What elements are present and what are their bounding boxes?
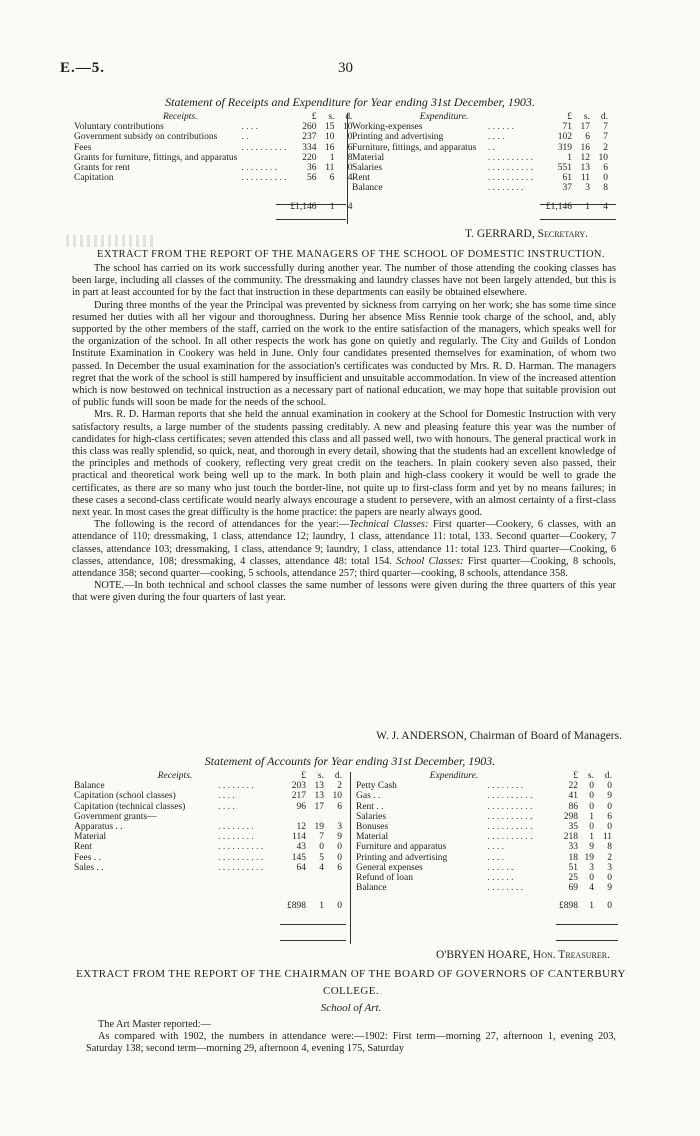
- statement-1-expenditure-total-rule: [540, 204, 616, 205]
- pence-value: 0: [347, 163, 353, 174]
- attendance-intro: The following is the record of attendances for the year:—: [94, 519, 350, 531]
- table-row: [74, 832, 342, 842]
- leader-dots: [237, 153, 286, 163]
- pounds-value: 218: [563, 832, 578, 843]
- shillings-value: 16: [324, 142, 335, 153]
- leader-dots: . . . .: [487, 852, 505, 863]
- leader-dots: . . . . . .: [487, 873, 514, 884]
- table-row: [356, 873, 612, 883]
- account-label: Capitation: [74, 173, 114, 184]
- pounds-value: 22: [568, 781, 578, 792]
- technical-classes-label: Technical Classes:: [349, 519, 429, 531]
- pence-value: 6: [337, 862, 342, 873]
- pence-value: 8: [607, 842, 612, 853]
- shillings-value: 3: [589, 862, 594, 873]
- leader-dots: . . . .: [241, 122, 258, 133]
- shillings-value: 1: [589, 811, 594, 822]
- currency-unit-heading: d.: [600, 112, 608, 122]
- pence-value: 3: [607, 862, 612, 873]
- leader-dots: [214, 812, 276, 822]
- pounds-value: 86: [568, 801, 578, 812]
- statement-2-receipts-total-underline: [280, 940, 346, 941]
- leader-dots: . . . .: [487, 842, 505, 853]
- pence-value: 6: [607, 811, 612, 822]
- shillings-value: 1: [589, 832, 594, 843]
- shillings-value: 3: [585, 183, 590, 194]
- total-shillings: 1: [319, 901, 324, 912]
- table-row: [356, 802, 612, 812]
- shillings-value: 17: [314, 801, 324, 812]
- leader-dots: . . . . . . . . . .: [218, 862, 264, 873]
- statement-1-expenditure-table: [352, 112, 608, 212]
- pounds-value: 37: [562, 183, 572, 194]
- table-row: [356, 781, 612, 791]
- leader-dots: . . . . . . . . . .: [487, 801, 533, 812]
- shillings-value: 0: [319, 842, 324, 853]
- table-row: [352, 173, 608, 183]
- table-row: [356, 863, 612, 873]
- table-header-row: [74, 771, 342, 781]
- pence-value: 0: [607, 822, 612, 833]
- spacer-row: [356, 893, 612, 901]
- leader-dots: . . . . . . . . . .: [218, 852, 264, 863]
- spacer-row: [74, 873, 342, 883]
- pounds-value: 334: [302, 142, 317, 153]
- leader-dots: . . . . . . . . . .: [487, 811, 533, 822]
- pence-value: 0: [337, 842, 342, 853]
- pence-value: 11: [602, 832, 612, 843]
- statement-2-expenditure-total-underline: [556, 940, 618, 941]
- currency-unit-heading: d.: [345, 112, 353, 122]
- leader-dots: . . . . . . . . . .: [487, 152, 533, 163]
- table-row: [74, 791, 342, 801]
- pounds-value: 203: [291, 781, 306, 792]
- table-row: [356, 883, 612, 893]
- table-row: [74, 842, 342, 852]
- spacer-cell: [74, 883, 342, 893]
- extract-2-heading-line-2: COLLEGE.: [322, 985, 380, 997]
- table-row: [74, 802, 342, 812]
- shillings-value: [306, 812, 324, 822]
- account-label: Fees: [74, 142, 92, 153]
- table-row: [74, 153, 352, 163]
- pence-value: 2: [607, 852, 612, 863]
- total-row: [356, 901, 612, 911]
- account-label: Petty Cash: [356, 781, 397, 792]
- table-header-row: [74, 112, 352, 122]
- leader-dots: . . . . . . . . . .: [487, 163, 533, 174]
- table-row: [74, 163, 352, 173]
- account-label: Capitation (technical classes): [74, 801, 186, 812]
- statement-2-expenditure-table: [356, 771, 612, 912]
- shillings-value: 1: [329, 152, 335, 163]
- shillings-value: 19: [314, 822, 324, 833]
- pounds-value: 319: [557, 142, 572, 153]
- total-label-cell: [74, 202, 286, 212]
- table-row: [74, 863, 342, 873]
- table-row: [352, 143, 608, 153]
- extract-1-signature: W. J. ANDERSON, Chairman of Board of Managers.: [376, 730, 622, 742]
- pence-value: 9: [337, 832, 342, 843]
- extract-1-paragraph-3: Mrs. R. D. Harman reports that she held the annual examination in cookery at the School for Domestic Instruction with very satisfactory results, a large number of the students passing creditably. A new and pleasing feature this year was the number of candidates for high-class certificates; seven attended this class and all passed well, two with honours. The general practical work in this class was really splendid, so quick, neat, and thorough in every detail, showing that the students had an excellent knowledge of the principles and methods of cookery, reflecting very great credit on the teachers. In plain cookery seven also passed, their practical and theoretical work being well up to the mark. In both plain and high-class cookery it would be well to grade the certificates, as there are so many who just touch the border-line, not quite up to first-class form and yet by no means failures; in these cases a second-class certificate would nearly always encourage a student to persevere, with an almost certainty of a first-class next year. In most cases the great difficulty is the home practice: the papers are nearly always good.: [72, 409, 616, 519]
- pence-value: 0: [603, 173, 608, 184]
- leader-dots: . . . . . . . . . .: [487, 832, 533, 843]
- statement-1-divider: [347, 113, 348, 224]
- extract-2-paragraph-2: As compared with 1902, the numbers in attendance were:—1902: First term—morning 27, afternoon 1, evening 203, Saturday 138; second term—morning 29, afternoon 4, evening 175, Saturday: [86, 1031, 616, 1055]
- total-pence: 4: [347, 201, 353, 212]
- leader-dots: . . . .: [218, 801, 235, 812]
- account-label: Rent: [74, 842, 92, 853]
- spacer-row: [352, 194, 608, 202]
- page-number: 30: [338, 60, 353, 76]
- spacer-cell: [352, 194, 608, 202]
- pence-value: 9: [607, 883, 612, 894]
- shillings-value: 4: [589, 883, 594, 894]
- shillings-value: 0: [589, 801, 594, 812]
- statement-1-receipts-table: [74, 112, 352, 212]
- leader-dots: . . . . . . . .: [218, 832, 254, 843]
- currency-unit-heading: s.: [317, 771, 324, 781]
- table-row: [352, 183, 608, 193]
- account-label: Salaries: [356, 811, 387, 822]
- currency-unit-heading: £: [301, 771, 306, 781]
- account-label: Balance: [352, 183, 383, 194]
- pence-value: 0: [347, 132, 353, 143]
- shillings-value: 6: [329, 173, 335, 184]
- currency-unit-heading: d.: [334, 771, 342, 781]
- currency-unit-heading: d.: [604, 771, 612, 781]
- pounds-value: 43: [296, 842, 306, 853]
- statement-1-title: Statement of Receipts and Expenditure for Year ending 31st December, 1903.: [165, 95, 535, 109]
- total-shillings: 1: [585, 201, 590, 212]
- shillings-value: 10: [324, 132, 335, 143]
- currency-unit-heading: s.: [587, 771, 594, 781]
- shillings-value: 0: [589, 822, 594, 833]
- total-pence: 4: [603, 201, 608, 212]
- shillings-value: 13: [314, 791, 324, 802]
- pence-value: 0: [337, 852, 342, 863]
- table-row: [74, 853, 342, 863]
- total-pounds: £1,146: [545, 201, 572, 212]
- account-label: Working-expenses: [352, 122, 423, 133]
- extract-2-body: [86, 1019, 616, 1056]
- statement-1-receipts-total-underline: [276, 219, 346, 220]
- account-label: Grants for rent: [74, 163, 130, 174]
- leader-dots: . . . . . . . . . .: [487, 822, 533, 833]
- pounds-value: 237: [302, 132, 317, 143]
- school-classes-text: First quarter—Cooking, 8 schools, attendance 358; second quarter—cooking, 5 schools, attendance 257; third quarter—cooking, 8 schools, attendance 358.: [72, 555, 616, 580]
- shillings-value: 13: [580, 163, 590, 174]
- pence-value: 2: [337, 781, 342, 792]
- spacer-cell: [74, 893, 342, 901]
- shillings-value: 6: [585, 132, 590, 143]
- table-row: [74, 173, 352, 183]
- account-label: Material: [356, 832, 389, 843]
- leader-dots: . . . . . .: [487, 862, 514, 873]
- shillings-value: 11: [325, 163, 335, 174]
- pence-value: 7: [603, 122, 608, 133]
- pounds-value: 220: [302, 152, 317, 163]
- shillings-value: 0: [589, 781, 594, 792]
- shillings-value: 4: [319, 862, 324, 873]
- currency-unit-heading: £: [573, 771, 578, 781]
- statement-2-receipts-table: [74, 771, 342, 912]
- spacer-row: [74, 183, 352, 193]
- shillings-value: 15: [324, 122, 335, 133]
- column-heading: Expenditure.: [419, 112, 469, 122]
- pence-value: 6: [337, 801, 342, 812]
- table-row: [74, 122, 352, 132]
- pounds-value: 33: [568, 842, 578, 853]
- shillings-value: 0: [589, 873, 594, 884]
- table-row: [74, 812, 342, 822]
- statement-1-receipts-total-rule: [276, 204, 346, 205]
- leader-dots: . .: [241, 132, 249, 143]
- statement-2-signature: O'BRYEN HOARE, Hon. Treasurer.: [435, 949, 610, 961]
- pounds-value: 551: [557, 163, 572, 174]
- statement-2-title: Statement of Accounts for Year ending 31st December, 1903.: [204, 754, 496, 768]
- total-label-cell: [352, 202, 536, 212]
- account-label: Rent: [352, 173, 370, 184]
- account-label: Grants for furniture, fittings, and apparatus: [74, 152, 238, 163]
- pounds-value: 41: [568, 791, 578, 802]
- table-row: [74, 132, 352, 142]
- spacer-row: [74, 893, 342, 901]
- extract-1-paragraph-1: The school has carried on its work successfully during another year. The number of those attending the cooking classes has been large, including all classes of the community. The dressmaking and laundry classes have not been largely attended, but this is in part at least accounted for by the fact that instruction in these departments can easily be obtained elsewhere.: [72, 263, 616, 299]
- pounds-value: 12: [296, 822, 306, 833]
- table-row: [74, 822, 342, 832]
- total-shillings: 1: [589, 901, 594, 912]
- leader-dots: . . . . . .: [487, 122, 514, 133]
- table-row: [356, 822, 612, 832]
- table-row: [356, 812, 612, 822]
- shillings-value: 19: [584, 852, 594, 863]
- table-row: [74, 143, 352, 153]
- account-label: Capitation (school classes): [74, 791, 176, 802]
- shillings-value: 9: [589, 842, 594, 853]
- account-label: Sales . .: [74, 862, 104, 873]
- extract-2-heading: EXTRACT FROM THE REPORT OF THE CHAIRMAN OF THE BOARD OF GOVERNORS OF CANTERBURY: [76, 968, 626, 980]
- account-label: Fees . .: [74, 852, 101, 863]
- pounds-value: 69: [568, 883, 578, 894]
- technical-classes-text: First quarter—Cookery, 6 classes, with an attendance of 110; dressmaking, 1 class, attendance 12; laundry, 1 class, attendance 11: total, 133. Second quarter—Cookery, 7 classes, attendance 103; dressmaking, 1 class, attendance 9; laundry, 1 class, attendance 11: total 123. Third quarter—Cooking, 6 classes, attendance, 108; dressmaking, 4 classes, attendance 48: total 154.: [72, 519, 616, 567]
- table-row: [352, 163, 608, 173]
- school-classes-label: School Classes:: [396, 555, 464, 567]
- report-code: E.—5.: [60, 60, 106, 76]
- pounds-value: 56: [306, 173, 317, 184]
- leader-dots: . . . . . . . .: [241, 163, 277, 174]
- total-label-cell: [74, 901, 276, 911]
- statement-2-expenditure-total-rule: [556, 924, 618, 925]
- pounds-value: 35: [568, 822, 578, 833]
- pounds-value: 61: [562, 173, 572, 184]
- currency-unit-heading: s.: [583, 112, 590, 122]
- ink-smudge: [66, 235, 156, 247]
- statement-1-signature: T. GERRARD, Secretary.: [464, 228, 588, 240]
- pounds-value: 51: [568, 862, 578, 873]
- account-label: General expenses: [356, 862, 423, 873]
- pounds-value: 298: [563, 811, 578, 822]
- pence-value: 8: [603, 183, 608, 194]
- pence-value: 3: [337, 822, 342, 833]
- pounds-value: 64: [296, 862, 306, 873]
- account-label: Rent . .: [356, 801, 384, 812]
- total-pounds: £898: [559, 901, 578, 912]
- pounds-value: 18: [568, 852, 578, 863]
- account-label: Refund of loan: [356, 873, 413, 884]
- shillings-value: 16: [580, 142, 590, 153]
- total-label-cell: [356, 901, 552, 911]
- total-pence: 0: [607, 901, 612, 912]
- spacer-cell: [74, 183, 352, 193]
- extract-2-paragraph-1: The Art Master reported:—: [98, 1019, 211, 1030]
- extract-1-paragraph-4: [72, 519, 616, 580]
- leader-dots: . . . .: [218, 791, 235, 802]
- total-shillings: 1: [329, 201, 335, 212]
- leader-dots: . . . . . . . . . .: [241, 173, 287, 184]
- pounds-value: 145: [291, 852, 306, 863]
- leader-dots: . . . . . . . . . .: [487, 173, 533, 184]
- account-label: Balance: [74, 781, 105, 792]
- shillings-value: 0: [589, 791, 594, 802]
- leader-dots: . . . . . . . .: [487, 781, 524, 792]
- pence-value: 10: [342, 122, 353, 133]
- extract-1-paragraph-2: During three months of the year the Principal was prevented by sickness from carrying on her work; she has some time since resumed her duties with all her vigour and thoroughness. During her absence Miss Rennie took charge of the school, and, ably supported by the other members of the staff, carried on the work to the entire satisfaction of the managers, which speaks well for the organization of the school. In all other respects the work has gone on quietly and regularly. The City and Guilds of London Institute Examination in Cookery was held in June. Only four candidates presented themselves for examination, of whom two passed. In December the usual examination for the association's certificates was conducted by Mrs. R. D. Harman. The managers regret that the work of the school is still hampered by insufficient and unsuitable accommodation. In view of the increased attention which is now bestowed on technical instruction as a necessary part of national education, we may hope that suitable provision out of public funds will soon be made for the needs of the school.: [72, 299, 616, 409]
- pounds-value: 96: [296, 801, 306, 812]
- pence-value: 7: [603, 132, 608, 143]
- table-row: [352, 132, 608, 142]
- account-label: Apparatus . .: [74, 822, 123, 833]
- pounds-value: [276, 812, 306, 822]
- account-label: Material: [74, 832, 107, 843]
- currency-unit-heading: £: [567, 112, 572, 122]
- total-pounds: £1,146: [290, 201, 317, 212]
- account-label: Balance: [356, 883, 387, 894]
- spacer-cell: [74, 194, 352, 202]
- statement-2-divider: [350, 772, 351, 944]
- table-header-row: [352, 112, 608, 122]
- total-pounds: £898: [287, 901, 306, 912]
- account-label: Furniture and apparatus: [356, 842, 447, 853]
- account-label: Government subsidy on contributions: [74, 132, 218, 143]
- total-pence: 0: [337, 901, 342, 912]
- extract-1-body: [72, 263, 616, 605]
- account-label: Printing and advertising: [356, 852, 448, 863]
- pence-value: 6: [603, 163, 608, 174]
- leader-dots: . . . . . . . .: [218, 781, 254, 792]
- account-label: Material: [352, 152, 385, 163]
- account-label: Government grants—: [74, 811, 157, 822]
- table-row: [352, 153, 608, 163]
- pounds-value: 102: [557, 132, 572, 143]
- statement-2-receipts-total-rule: [280, 924, 346, 925]
- statement-1-expenditure-total-underline: [540, 219, 616, 220]
- column-heading: Receipts.: [157, 771, 193, 781]
- pounds-value: 25: [568, 873, 578, 884]
- account-label: Voluntary contributions: [74, 122, 164, 133]
- table-row: [356, 832, 612, 842]
- table-row: [356, 842, 612, 852]
- pence-value: 9: [607, 791, 612, 802]
- spacer-cell: [356, 893, 612, 901]
- leader-dots: . . . . . . . . . .: [241, 142, 287, 153]
- pounds-value: 114: [292, 832, 306, 843]
- table-row: [74, 781, 342, 791]
- extract-2-subheading: School of Art.: [320, 1002, 382, 1014]
- leader-dots: . . . . . . . . . .: [487, 791, 533, 802]
- pence-value: 10: [598, 152, 608, 163]
- account-label: Printing and advertising: [352, 132, 444, 143]
- currency-unit-heading: s.: [328, 112, 335, 122]
- shillings-value: 7: [319, 832, 324, 843]
- pence-value: 2: [603, 142, 608, 153]
- pounds-value: 71: [562, 122, 572, 133]
- leader-dots: . . . . . . . .: [487, 883, 524, 894]
- table-row: [356, 853, 612, 863]
- leader-dots: . . . .: [487, 132, 505, 143]
- table-header-row: [356, 771, 612, 781]
- extract-1-heading: EXTRACT FROM THE REPORT OF THE MANAGERS OF THE SCHOOL OF DOMESTIC INSTRUCTION.: [97, 249, 605, 260]
- spacer-row: [74, 883, 342, 893]
- pence-value: [324, 812, 342, 822]
- account-label: Bonuses: [356, 822, 389, 833]
- pounds-value: 1: [567, 152, 572, 163]
- column-heading: Receipts.: [162, 112, 198, 122]
- leader-dots: . .: [487, 142, 495, 153]
- pence-value: 0: [607, 873, 612, 884]
- column-heading: Expenditure.: [429, 771, 479, 781]
- pence-value: 6: [347, 142, 353, 153]
- currency-unit-heading: £: [311, 112, 317, 122]
- pounds-value: 260: [302, 122, 317, 133]
- shillings-value: 17: [580, 122, 590, 133]
- pence-value: 8: [347, 152, 353, 163]
- leader-dots: . . . . . . . . . .: [218, 842, 264, 853]
- spacer-row: [74, 194, 352, 202]
- account-label: Furniture, fittings, and apparatus: [352, 142, 477, 153]
- pounds-value: 36: [306, 163, 317, 174]
- shillings-value: 5: [319, 852, 324, 863]
- pounds-value: 217: [291, 791, 306, 802]
- shillings-value: 12: [580, 152, 590, 163]
- table-row: [352, 122, 608, 132]
- table-row: [356, 791, 612, 801]
- total-row: [74, 901, 342, 911]
- leader-dots: . . . . . . . .: [487, 183, 524, 194]
- pence-value: 0: [607, 801, 612, 812]
- pence-value: 4: [347, 173, 353, 184]
- account-label: Salaries: [352, 163, 383, 174]
- leader-dots: . . . . . . . .: [218, 822, 254, 833]
- extract-1-note: NOTE.—In both technical and school classes the same number of lessons were given during the three quarters of this year that were given during the four quarters of last year.: [72, 580, 616, 604]
- pence-value: 10: [332, 791, 342, 802]
- pence-value: 0: [607, 781, 612, 792]
- shillings-value: 11: [580, 173, 590, 184]
- shillings-value: 13: [314, 781, 324, 792]
- account-label: Gas . .: [356, 791, 381, 802]
- spacer-cell: [74, 873, 342, 883]
